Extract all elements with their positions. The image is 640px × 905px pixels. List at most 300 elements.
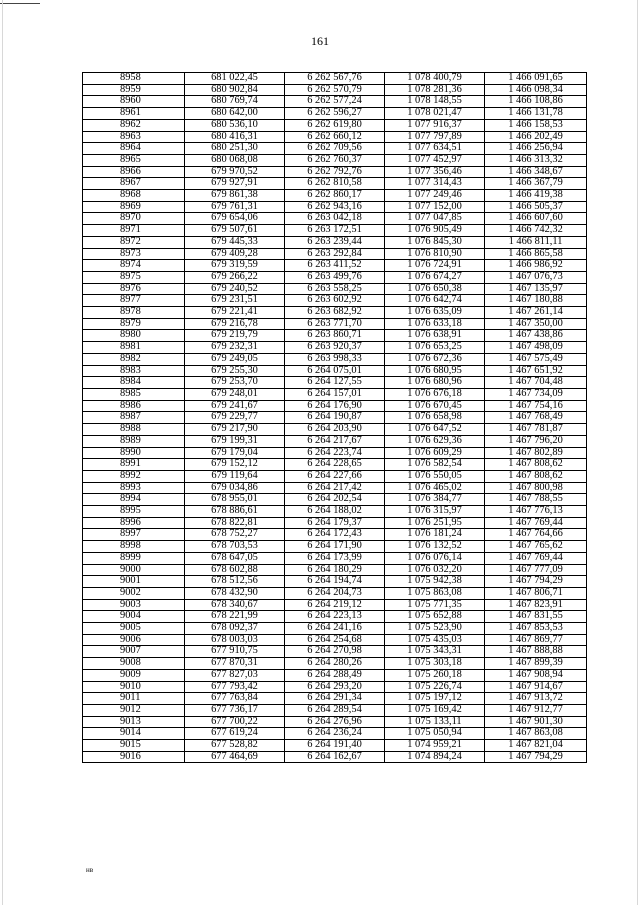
y2-coordinate-cell: 1 467 914,67 bbox=[485, 681, 587, 693]
point-number-cell: 9010 bbox=[83, 681, 185, 693]
x-coordinate-cell: 678 752,27 bbox=[185, 529, 285, 541]
y2-coordinate-cell: 1 467 831,55 bbox=[485, 611, 587, 623]
table-row bbox=[83, 225, 587, 237]
point-number-cell: 8964 bbox=[83, 143, 185, 155]
x2-coordinate-cell: 1 076 845,30 bbox=[385, 236, 485, 248]
y2-coordinate-cell: 1 467 863,08 bbox=[485, 728, 587, 740]
y-coordinate-cell: 6 263 411,52 bbox=[285, 260, 385, 272]
y-coordinate-cell: 6 263 292,84 bbox=[285, 248, 385, 260]
x2-coordinate-cell: 1 076 638,91 bbox=[385, 330, 485, 342]
x-coordinate-cell: 679 179,04 bbox=[185, 447, 285, 459]
x2-coordinate-cell: 1 076 251,95 bbox=[385, 517, 485, 529]
y-coordinate-cell: 6 264 190,87 bbox=[285, 412, 385, 424]
table-row bbox=[83, 400, 587, 412]
x2-coordinate-cell: 1 075 771,35 bbox=[385, 599, 485, 611]
x2-coordinate-cell: 1 076 672,36 bbox=[385, 353, 485, 365]
table-row bbox=[83, 552, 587, 564]
y2-coordinate-cell: 1 466 865,58 bbox=[485, 248, 587, 260]
point-number-cell: 8981 bbox=[83, 342, 185, 354]
y2-coordinate-cell: 1 466 811,11 bbox=[485, 236, 587, 248]
x2-coordinate-cell: 1 076 676,18 bbox=[385, 388, 485, 400]
x2-coordinate-cell: 1 078 281,36 bbox=[385, 84, 485, 96]
table-row bbox=[83, 587, 587, 599]
x-coordinate-cell: 679 445,33 bbox=[185, 236, 285, 248]
y-coordinate-cell: 6 262 943,16 bbox=[285, 201, 385, 213]
coordinates-table bbox=[82, 72, 587, 763]
y2-coordinate-cell: 1 466 419,38 bbox=[485, 190, 587, 202]
table-row bbox=[83, 318, 587, 330]
x-coordinate-cell: 677 763,84 bbox=[185, 693, 285, 705]
x-coordinate-cell: 679 231,51 bbox=[185, 295, 285, 307]
y-coordinate-cell: 6 264 191,40 bbox=[285, 740, 385, 752]
table-row bbox=[83, 271, 587, 283]
x2-coordinate-cell: 1 076 653,25 bbox=[385, 342, 485, 354]
y2-coordinate-cell: 1 467 781,87 bbox=[485, 424, 587, 436]
x2-coordinate-cell: 1 078 400,79 bbox=[385, 73, 485, 85]
x2-coordinate-cell: 1 076 384,77 bbox=[385, 494, 485, 506]
right-page-edge bbox=[637, 0, 638, 905]
y-coordinate-cell: 6 264 223,74 bbox=[285, 447, 385, 459]
y2-coordinate-cell: 1 467 806,71 bbox=[485, 587, 587, 599]
table-row bbox=[83, 131, 587, 143]
y2-coordinate-cell: 1 467 777,09 bbox=[485, 564, 587, 576]
x2-coordinate-cell: 1 077 797,89 bbox=[385, 131, 485, 143]
x-coordinate-cell: 679 229,77 bbox=[185, 412, 285, 424]
y-coordinate-cell: 6 264 127,55 bbox=[285, 377, 385, 389]
y2-coordinate-cell: 1 467 788,55 bbox=[485, 494, 587, 506]
point-number-cell: 9011 bbox=[83, 693, 185, 705]
y-coordinate-cell: 6 264 173,99 bbox=[285, 552, 385, 564]
y-coordinate-cell: 6 262 577,24 bbox=[285, 96, 385, 108]
y2-coordinate-cell: 1 466 367,79 bbox=[485, 178, 587, 190]
x2-coordinate-cell: 1 075 260,18 bbox=[385, 669, 485, 681]
y2-coordinate-cell: 1 467 912,77 bbox=[485, 704, 587, 716]
x2-coordinate-cell: 1 076 642,74 bbox=[385, 295, 485, 307]
x-coordinate-cell: 677 700,22 bbox=[185, 716, 285, 728]
table-row bbox=[83, 447, 587, 459]
table-row bbox=[83, 529, 587, 541]
y-coordinate-cell: 6 262 760,37 bbox=[285, 154, 385, 166]
y2-coordinate-cell: 1 467 794,29 bbox=[485, 751, 587, 763]
x2-coordinate-cell: 1 076 650,38 bbox=[385, 283, 485, 295]
y-coordinate-cell: 6 264 219,12 bbox=[285, 599, 385, 611]
point-number-cell: 8994 bbox=[83, 494, 185, 506]
table-row bbox=[83, 728, 587, 740]
x-coordinate-cell: 679 861,38 bbox=[185, 190, 285, 202]
y-coordinate-cell: 6 264 223,13 bbox=[285, 611, 385, 623]
y2-coordinate-cell: 1 466 256,94 bbox=[485, 143, 587, 155]
y-coordinate-cell: 6 262 660,12 bbox=[285, 131, 385, 143]
x-coordinate-cell: 679 927,91 bbox=[185, 178, 285, 190]
table-row bbox=[83, 190, 587, 202]
y2-coordinate-cell: 1 467 704,48 bbox=[485, 377, 587, 389]
x2-coordinate-cell: 1 076 680,95 bbox=[385, 365, 485, 377]
x-coordinate-cell: 679 248,01 bbox=[185, 388, 285, 400]
y2-coordinate-cell: 1 467 180,88 bbox=[485, 295, 587, 307]
y-coordinate-cell: 6 264 203,90 bbox=[285, 424, 385, 436]
table-row bbox=[83, 353, 587, 365]
y2-coordinate-cell: 1 466 098,34 bbox=[485, 84, 587, 96]
x-coordinate-cell: 679 761,31 bbox=[185, 201, 285, 213]
point-number-cell: 8995 bbox=[83, 506, 185, 518]
point-number-cell: 8972 bbox=[83, 236, 185, 248]
y-coordinate-cell: 6 264 227,66 bbox=[285, 470, 385, 482]
y-coordinate-cell: 6 263 920,37 bbox=[285, 342, 385, 354]
x2-coordinate-cell: 1 076 582,54 bbox=[385, 459, 485, 471]
x2-coordinate-cell: 1 076 629,36 bbox=[385, 435, 485, 447]
table-row bbox=[83, 377, 587, 389]
x2-coordinate-cell: 1 075 523,90 bbox=[385, 623, 485, 635]
y2-coordinate-cell: 1 467 913,72 bbox=[485, 693, 587, 705]
y2-coordinate-cell: 1 467 769,44 bbox=[485, 517, 587, 529]
point-number-cell: 8983 bbox=[83, 365, 185, 377]
table-row bbox=[83, 236, 587, 248]
y-coordinate-cell: 6 262 619,80 bbox=[285, 119, 385, 131]
y2-coordinate-cell: 1 467 821,04 bbox=[485, 740, 587, 752]
y2-coordinate-cell: 1 467 768,49 bbox=[485, 412, 587, 424]
x2-coordinate-cell: 1 075 050,94 bbox=[385, 728, 485, 740]
x2-coordinate-cell: 1 077 047,85 bbox=[385, 213, 485, 225]
y2-coordinate-cell: 1 467 901,30 bbox=[485, 716, 587, 728]
y-coordinate-cell: 6 262 709,56 bbox=[285, 143, 385, 155]
y-coordinate-cell: 6 263 860,71 bbox=[285, 330, 385, 342]
point-number-cell: 8976 bbox=[83, 283, 185, 295]
y-coordinate-cell: 6 264 276,96 bbox=[285, 716, 385, 728]
y-coordinate-cell: 6 262 810,58 bbox=[285, 178, 385, 190]
x2-coordinate-cell: 1 076 315,97 bbox=[385, 506, 485, 518]
x-coordinate-cell: 679 232,31 bbox=[185, 342, 285, 354]
table-row bbox=[83, 459, 587, 471]
y-coordinate-cell: 6 264 179,37 bbox=[285, 517, 385, 529]
table-row bbox=[83, 634, 587, 646]
x2-coordinate-cell: 1 076 905,49 bbox=[385, 225, 485, 237]
y-coordinate-cell: 6 262 567,76 bbox=[285, 73, 385, 85]
table-row bbox=[83, 213, 587, 225]
x-coordinate-cell: 678 432,90 bbox=[185, 587, 285, 599]
x-coordinate-cell: 679 217,90 bbox=[185, 424, 285, 436]
table-row bbox=[83, 751, 587, 763]
table-row bbox=[83, 248, 587, 260]
point-number-cell: 8993 bbox=[83, 482, 185, 494]
x2-coordinate-cell: 1 078 148,55 bbox=[385, 96, 485, 108]
table-row bbox=[83, 260, 587, 272]
x-coordinate-cell: 677 870,31 bbox=[185, 658, 285, 670]
point-number-cell: 8999 bbox=[83, 552, 185, 564]
y2-coordinate-cell: 1 466 505,37 bbox=[485, 201, 587, 213]
x2-coordinate-cell: 1 077 634,51 bbox=[385, 143, 485, 155]
x2-coordinate-cell: 1 075 303,18 bbox=[385, 658, 485, 670]
table-row bbox=[83, 330, 587, 342]
point-number-cell: 9005 bbox=[83, 623, 185, 635]
y-coordinate-cell: 6 264 270,98 bbox=[285, 646, 385, 658]
x-coordinate-cell: 678 221,99 bbox=[185, 611, 285, 623]
y2-coordinate-cell: 1 467 754,16 bbox=[485, 400, 587, 412]
x2-coordinate-cell: 1 076 465,02 bbox=[385, 482, 485, 494]
table-row bbox=[83, 576, 587, 588]
y2-coordinate-cell: 1 467 899,39 bbox=[485, 658, 587, 670]
x-coordinate-cell: 678 340,67 bbox=[185, 599, 285, 611]
point-number-cell: 8982 bbox=[83, 353, 185, 365]
y2-coordinate-cell: 1 467 076,73 bbox=[485, 271, 587, 283]
y2-coordinate-cell: 1 467 776,13 bbox=[485, 506, 587, 518]
table-row bbox=[83, 119, 587, 131]
x-coordinate-cell: 678 647,05 bbox=[185, 552, 285, 564]
point-number-cell: 9001 bbox=[83, 576, 185, 588]
point-number-cell: 8974 bbox=[83, 260, 185, 272]
table-row bbox=[83, 646, 587, 658]
point-number-cell: 8969 bbox=[83, 201, 185, 213]
x-coordinate-cell: 679 216,78 bbox=[185, 318, 285, 330]
table-row bbox=[83, 178, 587, 190]
x-coordinate-cell: 680 769,74 bbox=[185, 96, 285, 108]
point-number-cell: 8975 bbox=[83, 271, 185, 283]
point-number-cell: 9015 bbox=[83, 740, 185, 752]
x2-coordinate-cell: 1 076 724,91 bbox=[385, 260, 485, 272]
x2-coordinate-cell: 1 077 356,46 bbox=[385, 166, 485, 178]
y2-coordinate-cell: 1 467 765,62 bbox=[485, 541, 587, 553]
x2-coordinate-cell: 1 078 021,47 bbox=[385, 108, 485, 120]
x-coordinate-cell: 678 602,88 bbox=[185, 564, 285, 576]
x2-coordinate-cell: 1 075 226,74 bbox=[385, 681, 485, 693]
x-coordinate-cell: 678 092,37 bbox=[185, 623, 285, 635]
point-number-cell: 8980 bbox=[83, 330, 185, 342]
y2-coordinate-cell: 1 467 800,98 bbox=[485, 482, 587, 494]
x-coordinate-cell: 679 034,86 bbox=[185, 482, 285, 494]
point-number-cell: 8998 bbox=[83, 541, 185, 553]
x2-coordinate-cell: 1 076 181,24 bbox=[385, 529, 485, 541]
coordinates-table-body bbox=[83, 73, 587, 763]
point-number-cell: 8990 bbox=[83, 447, 185, 459]
x-coordinate-cell: 679 119,64 bbox=[185, 470, 285, 482]
table-row bbox=[83, 740, 587, 752]
table-row bbox=[83, 84, 587, 96]
x2-coordinate-cell: 1 077 916,37 bbox=[385, 119, 485, 131]
x-coordinate-cell: 679 253,70 bbox=[185, 377, 285, 389]
y2-coordinate-cell: 1 467 853,53 bbox=[485, 623, 587, 635]
y-coordinate-cell: 6 263 771,70 bbox=[285, 318, 385, 330]
point-number-cell: 8992 bbox=[83, 470, 185, 482]
table-row bbox=[83, 681, 587, 693]
x2-coordinate-cell: 1 077 152,00 bbox=[385, 201, 485, 213]
x-coordinate-cell: 679 219,79 bbox=[185, 330, 285, 342]
y-coordinate-cell: 6 262 792,76 bbox=[285, 166, 385, 178]
y2-coordinate-cell: 1 466 131,78 bbox=[485, 108, 587, 120]
y2-coordinate-cell: 1 467 764,66 bbox=[485, 529, 587, 541]
x-coordinate-cell: 680 536,10 bbox=[185, 119, 285, 131]
y-coordinate-cell: 6 264 188,02 bbox=[285, 506, 385, 518]
point-number-cell: 9006 bbox=[83, 634, 185, 646]
x2-coordinate-cell: 1 076 132,52 bbox=[385, 541, 485, 553]
y-coordinate-cell: 6 264 293,20 bbox=[285, 681, 385, 693]
x2-coordinate-cell: 1 076 670,45 bbox=[385, 400, 485, 412]
x2-coordinate-cell: 1 076 633,18 bbox=[385, 318, 485, 330]
x2-coordinate-cell: 1 076 550,05 bbox=[385, 470, 485, 482]
y-coordinate-cell: 6 264 254,68 bbox=[285, 634, 385, 646]
x-coordinate-cell: 680 642,00 bbox=[185, 108, 285, 120]
y-coordinate-cell: 6 263 499,76 bbox=[285, 271, 385, 283]
table-row bbox=[83, 307, 587, 319]
table-row bbox=[83, 96, 587, 108]
point-number-cell: 8967 bbox=[83, 178, 185, 190]
y2-coordinate-cell: 1 467 888,88 bbox=[485, 646, 587, 658]
x2-coordinate-cell: 1 075 169,42 bbox=[385, 704, 485, 716]
y2-coordinate-cell: 1 466 607,60 bbox=[485, 213, 587, 225]
left-page-edge bbox=[2, 0, 3, 905]
y2-coordinate-cell: 1 467 135,97 bbox=[485, 283, 587, 295]
table-row bbox=[83, 412, 587, 424]
x-coordinate-cell: 680 251,30 bbox=[185, 143, 285, 155]
table-row bbox=[83, 283, 587, 295]
point-number-cell: 8962 bbox=[83, 119, 185, 131]
x2-coordinate-cell: 1 075 343,31 bbox=[385, 646, 485, 658]
y-coordinate-cell: 6 264 241,16 bbox=[285, 623, 385, 635]
y-coordinate-cell: 6 264 202,54 bbox=[285, 494, 385, 506]
y-coordinate-cell: 6 264 217,42 bbox=[285, 482, 385, 494]
point-number-cell: 8966 bbox=[83, 166, 185, 178]
table-row bbox=[83, 494, 587, 506]
table-row bbox=[83, 108, 587, 120]
y-coordinate-cell: 6 264 288,49 bbox=[285, 669, 385, 681]
table-row bbox=[83, 143, 587, 155]
x2-coordinate-cell: 1 075 652,88 bbox=[385, 611, 485, 623]
x-coordinate-cell: 679 654,06 bbox=[185, 213, 285, 225]
x-coordinate-cell: 679 409,28 bbox=[185, 248, 285, 260]
y-coordinate-cell: 6 264 217,67 bbox=[285, 435, 385, 447]
point-number-cell: 8958 bbox=[83, 73, 185, 85]
page-number: 161 bbox=[311, 34, 329, 48]
x-coordinate-cell: 679 221,41 bbox=[185, 307, 285, 319]
y-coordinate-cell: 6 264 280,26 bbox=[285, 658, 385, 670]
y-coordinate-cell: 6 264 289,54 bbox=[285, 704, 385, 716]
x2-coordinate-cell: 1 076 680,96 bbox=[385, 377, 485, 389]
y2-coordinate-cell: 1 467 802,89 bbox=[485, 447, 587, 459]
y2-coordinate-cell: 1 467 769,44 bbox=[485, 552, 587, 564]
point-number-cell: 9009 bbox=[83, 669, 185, 681]
table-row bbox=[83, 693, 587, 705]
y-coordinate-cell: 6 264 180,29 bbox=[285, 564, 385, 576]
table-row bbox=[83, 388, 587, 400]
table-row bbox=[83, 365, 587, 377]
y-coordinate-cell: 6 264 291,34 bbox=[285, 693, 385, 705]
y2-coordinate-cell: 1 467 908,94 bbox=[485, 669, 587, 681]
x-coordinate-cell: 678 955,01 bbox=[185, 494, 285, 506]
y2-coordinate-cell: 1 466 742,32 bbox=[485, 225, 587, 237]
y-coordinate-cell: 6 262 570,79 bbox=[285, 84, 385, 96]
x-coordinate-cell: 681 022,45 bbox=[185, 73, 285, 85]
y2-coordinate-cell: 1 466 108,86 bbox=[485, 96, 587, 108]
point-number-cell: 8985 bbox=[83, 388, 185, 400]
x-coordinate-cell: 677 793,42 bbox=[185, 681, 285, 693]
point-number-cell: 8977 bbox=[83, 295, 185, 307]
y2-coordinate-cell: 1 467 796,20 bbox=[485, 435, 587, 447]
x-coordinate-cell: 678 703,53 bbox=[185, 541, 285, 553]
table-row bbox=[83, 482, 587, 494]
point-number-cell: 8963 bbox=[83, 131, 185, 143]
x-coordinate-cell: 679 240,52 bbox=[185, 283, 285, 295]
y2-coordinate-cell: 1 467 808,62 bbox=[485, 470, 587, 482]
x-coordinate-cell: 677 736,17 bbox=[185, 704, 285, 716]
table-row bbox=[83, 470, 587, 482]
table-row bbox=[83, 541, 587, 553]
table-row bbox=[83, 564, 587, 576]
x2-coordinate-cell: 1 077 249,46 bbox=[385, 190, 485, 202]
table-row bbox=[83, 73, 587, 85]
point-number-cell: 9016 bbox=[83, 751, 185, 763]
x2-coordinate-cell: 1 077 314,43 bbox=[385, 178, 485, 190]
y2-coordinate-cell: 1 466 091,65 bbox=[485, 73, 587, 85]
y2-coordinate-cell: 1 467 823,91 bbox=[485, 599, 587, 611]
x2-coordinate-cell: 1 075 435,03 bbox=[385, 634, 485, 646]
x2-coordinate-cell: 1 075 863,08 bbox=[385, 587, 485, 599]
x-coordinate-cell: 679 970,52 bbox=[185, 166, 285, 178]
point-number-cell: 8996 bbox=[83, 517, 185, 529]
y-coordinate-cell: 6 263 602,92 bbox=[285, 295, 385, 307]
y-coordinate-cell: 6 264 162,67 bbox=[285, 751, 385, 763]
x-coordinate-cell: 677 910,75 bbox=[185, 646, 285, 658]
point-number-cell: 8986 bbox=[83, 400, 185, 412]
point-number-cell: 9014 bbox=[83, 728, 185, 740]
point-number-cell: 8970 bbox=[83, 213, 185, 225]
x-coordinate-cell: 679 152,12 bbox=[185, 459, 285, 471]
point-number-cell: 8968 bbox=[83, 190, 185, 202]
y-coordinate-cell: 6 264 176,90 bbox=[285, 400, 385, 412]
x2-coordinate-cell: 1 076 032,20 bbox=[385, 564, 485, 576]
x-coordinate-cell: 677 528,82 bbox=[185, 740, 285, 752]
point-number-cell: 8991 bbox=[83, 459, 185, 471]
x2-coordinate-cell: 1 074 959,21 bbox=[385, 740, 485, 752]
point-number-cell: 9004 bbox=[83, 611, 185, 623]
point-number-cell: 9002 bbox=[83, 587, 185, 599]
point-number-cell: 9013 bbox=[83, 716, 185, 728]
table-row bbox=[83, 166, 587, 178]
y2-coordinate-cell: 1 466 986,92 bbox=[485, 260, 587, 272]
y-coordinate-cell: 6 264 157,01 bbox=[285, 388, 385, 400]
point-number-cell: 9000 bbox=[83, 564, 185, 576]
x-coordinate-cell: 679 266,22 bbox=[185, 271, 285, 283]
y2-coordinate-cell: 1 467 734,09 bbox=[485, 388, 587, 400]
x2-coordinate-cell: 1 076 635,09 bbox=[385, 307, 485, 319]
point-number-cell: 9003 bbox=[83, 599, 185, 611]
x2-coordinate-cell: 1 076 658,98 bbox=[385, 412, 485, 424]
table-row bbox=[83, 435, 587, 447]
x2-coordinate-cell: 1 076 810,90 bbox=[385, 248, 485, 260]
y-coordinate-cell: 6 264 075,01 bbox=[285, 365, 385, 377]
x-coordinate-cell: 678 003,03 bbox=[185, 634, 285, 646]
point-number-cell: 8989 bbox=[83, 435, 185, 447]
y-coordinate-cell: 6 264 171,90 bbox=[285, 541, 385, 553]
x2-coordinate-cell: 1 076 609,29 bbox=[385, 447, 485, 459]
y2-coordinate-cell: 1 467 869,77 bbox=[485, 634, 587, 646]
point-number-cell: 8988 bbox=[83, 424, 185, 436]
y-coordinate-cell: 6 263 558,25 bbox=[285, 283, 385, 295]
point-number-cell: 8965 bbox=[83, 154, 185, 166]
y2-coordinate-cell: 1 467 261,14 bbox=[485, 307, 587, 319]
point-number-cell: 8960 bbox=[83, 96, 185, 108]
y-coordinate-cell: 6 264 228,65 bbox=[285, 459, 385, 471]
table-row bbox=[83, 154, 587, 166]
y-coordinate-cell: 6 263 172,51 bbox=[285, 225, 385, 237]
x2-coordinate-cell: 1 074 894,24 bbox=[385, 751, 485, 763]
point-number-cell: 8978 bbox=[83, 307, 185, 319]
point-number-cell: 8973 bbox=[83, 248, 185, 260]
table-row bbox=[83, 658, 587, 670]
footer-mark: нв bbox=[86, 866, 94, 874]
x-coordinate-cell: 677 827,03 bbox=[185, 669, 285, 681]
y2-coordinate-cell: 1 466 158,53 bbox=[485, 119, 587, 131]
y2-coordinate-cell: 1 466 202,49 bbox=[485, 131, 587, 143]
x-coordinate-cell: 679 507,61 bbox=[185, 225, 285, 237]
x-coordinate-cell: 679 241,67 bbox=[185, 400, 285, 412]
